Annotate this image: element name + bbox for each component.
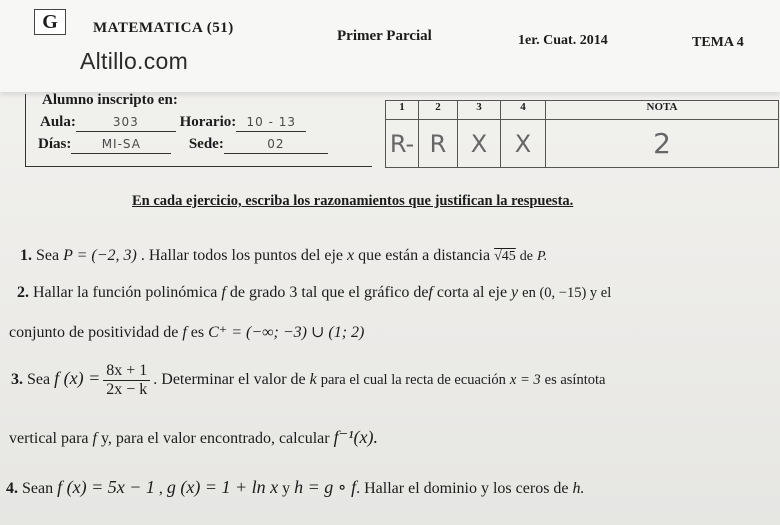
question-4-number: 4. bbox=[6, 480, 18, 497]
q2-text: conjunto de positividad de bbox=[9, 324, 179, 341]
q4-h-def: h = g ∘ f bbox=[294, 477, 357, 497]
q3-text: . Determinar el valor de bbox=[153, 371, 306, 389]
question-2-line-2 bbox=[9, 322, 364, 342]
q1-formula: P = (−2, 3) bbox=[63, 247, 137, 264]
q3-var: f bbox=[92, 430, 97, 447]
sede-label: Sede: bbox=[188, 136, 224, 152]
q1-text: que están a distancia bbox=[358, 247, 491, 264]
grade-header-2: 2 bbox=[419, 101, 458, 120]
dias-value: MI-SA bbox=[101, 137, 141, 151]
q3-text: es asíntota bbox=[544, 372, 606, 389]
grade-header-1: 1 bbox=[386, 101, 419, 120]
q4-g-def: g (x) = 1 + ln x bbox=[166, 477, 279, 497]
question-2 bbox=[17, 284, 611, 302]
q2-text: de grado 3 tal que el gráfico de bbox=[229, 284, 429, 301]
horario-value: 10 - 13 bbox=[246, 115, 296, 129]
q2-var: f bbox=[428, 284, 433, 301]
tema-label: TEMA 4 bbox=[692, 35, 744, 50]
q1-var: P. bbox=[537, 249, 548, 264]
q4-text: y bbox=[282, 480, 291, 497]
q1-sqrt: √45 bbox=[494, 249, 516, 264]
q1-text: Sea bbox=[36, 247, 60, 264]
q2-text: en (0, −15) y el bbox=[522, 285, 612, 301]
grade-mark-3: X bbox=[458, 120, 501, 168]
q2-text: Hallar la función polinómica bbox=[33, 284, 218, 301]
q1-text: de bbox=[519, 249, 533, 264]
q3-inverse: f⁻¹(x). bbox=[333, 427, 378, 447]
aula-label: Aula: bbox=[40, 114, 76, 130]
question-4 bbox=[6, 477, 585, 498]
q3-text: Sea bbox=[27, 371, 51, 389]
q3-fraction bbox=[103, 362, 150, 399]
student-info-box bbox=[25, 94, 372, 167]
q3-lhs: f (x) = bbox=[54, 368, 101, 389]
q3-numerator: 8x + 1 bbox=[103, 362, 150, 381]
q4-sep: , bbox=[158, 480, 163, 497]
grade-mark-1: R- bbox=[386, 120, 419, 168]
dias-label: Días: bbox=[38, 136, 72, 152]
sede-value: 02 bbox=[267, 137, 285, 151]
question-3-line-2 bbox=[9, 427, 378, 448]
q2-var: f bbox=[182, 324, 187, 341]
question-3-number: 3. bbox=[11, 371, 23, 389]
grade-final-mark: 2 bbox=[546, 120, 779, 168]
q3-text: y, para el valor encontrado, calcular bbox=[100, 430, 330, 447]
q3-text: para el cual la recta de ecuación bbox=[320, 372, 506, 389]
q4-text: . Hallar el dominio y los ceros de bbox=[356, 480, 569, 497]
exam-header bbox=[0, 0, 780, 92]
watermark-logo: Altillo.com bbox=[80, 48, 189, 74]
term-label: 1er. Cuat. 2014 bbox=[518, 33, 608, 48]
q1-text: . Hallar todos los puntos del eje bbox=[140, 247, 344, 264]
q1-var: x bbox=[347, 247, 355, 264]
question-2-number: 2. bbox=[17, 284, 29, 301]
q3-eq: x = 3 bbox=[509, 372, 541, 389]
grade-header-nota: NOTA bbox=[546, 101, 779, 120]
q4-var: h. bbox=[572, 480, 585, 497]
subject-title: MATEMATICA (51) bbox=[93, 20, 234, 36]
exam-name: Primer Parcial bbox=[337, 28, 432, 44]
question-3 bbox=[11, 362, 605, 399]
q3-var: k bbox=[309, 371, 317, 389]
grade-mark-4: X bbox=[501, 120, 546, 168]
aula-row bbox=[40, 114, 306, 132]
instruction-text: En cada ejercicio, escriba los razonamientos que justifican la respuesta. bbox=[132, 193, 574, 209]
question-1-number: 1. bbox=[20, 247, 32, 264]
dias-row bbox=[38, 136, 328, 154]
q3-denominator: 2x − k bbox=[106, 381, 148, 398]
q2-var: y bbox=[511, 284, 519, 301]
grade-header-3: 3 bbox=[458, 101, 501, 120]
student-heading: Alumno inscripto en: bbox=[42, 92, 178, 108]
q4-f-def: f (x) = 5x − 1 bbox=[57, 477, 155, 497]
q2-text: corta al eje bbox=[436, 284, 508, 301]
grade-table bbox=[385, 100, 779, 168]
question-1 bbox=[20, 247, 547, 265]
q4-text: Sean bbox=[22, 480, 54, 497]
grade-header-4: 4 bbox=[501, 101, 546, 120]
q2-text: es bbox=[190, 324, 205, 341]
horario-label: Horario: bbox=[179, 114, 237, 130]
aula-value: 303 bbox=[112, 115, 139, 129]
q2-formula: C⁺ = (−∞; −3) ∪ (1; 2) bbox=[208, 324, 365, 341]
grade-mark-2: R bbox=[419, 120, 458, 168]
q3-text: vertical para bbox=[9, 430, 89, 447]
q2-var: f bbox=[221, 284, 226, 301]
tema-letter-box: G bbox=[34, 9, 66, 35]
